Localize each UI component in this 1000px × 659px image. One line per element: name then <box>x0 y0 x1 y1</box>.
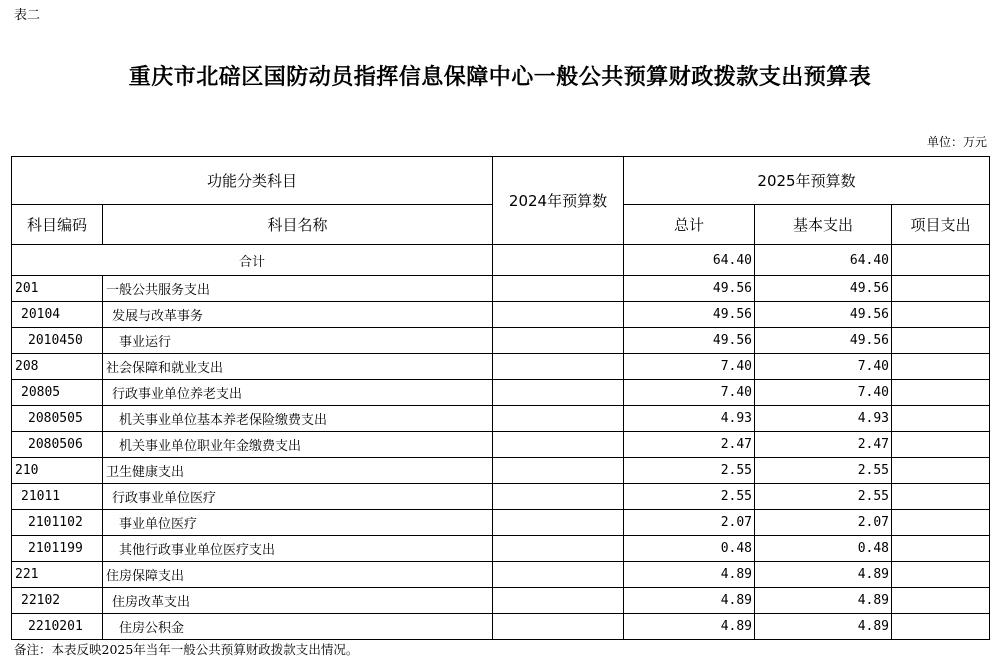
row-project-cell <box>892 484 990 510</box>
row-project-cell <box>892 562 990 588</box>
row-code-cell: 208 <box>12 354 103 380</box>
row-name-cell: 社会保障和就业支出 <box>103 354 493 380</box>
row-code-cell: 2080505 <box>12 406 103 432</box>
row-code-cell: 20104 <box>12 302 103 328</box>
row-name-cell: 住房公积金 <box>103 614 493 640</box>
row-2024-cell <box>493 458 624 484</box>
row-basic-cell: 2.55 <box>755 484 892 510</box>
row-basic-cell: 4.89 <box>755 562 892 588</box>
row-basic-cell: 49.56 <box>755 276 892 302</box>
row-2024-cell <box>493 562 624 588</box>
table-number-label: 表二 <box>14 8 41 23</box>
table-row <box>12 380 990 406</box>
row-name-cell: 其他行政事业单位医疗支出 <box>103 536 493 562</box>
row-basic-cell: 4.93 <box>755 406 892 432</box>
row-project-cell <box>892 406 990 432</box>
row-total-cell: 2.55 <box>624 484 755 510</box>
header-total: 总计 <box>624 205 755 245</box>
row-project-cell <box>892 302 990 328</box>
row-basic-cell: 4.89 <box>755 588 892 614</box>
table-row <box>12 510 990 536</box>
row-total-cell: 2.47 <box>624 432 755 458</box>
row-total-cell: 49.56 <box>624 302 755 328</box>
unit-label: 单位：万元 <box>926 135 987 149</box>
row-name-cell: 发展与改革事务 <box>103 302 493 328</box>
row-basic-cell: 0.48 <box>755 536 892 562</box>
row-name-cell: 行政事业单位医疗 <box>103 484 493 510</box>
row-project-cell <box>892 614 990 640</box>
total-2024-cell <box>493 245 624 276</box>
table-row <box>12 328 990 354</box>
row-2024-cell <box>493 614 624 640</box>
table-row <box>12 484 990 510</box>
header-budget-2024: 2024年预算数 <box>493 157 624 245</box>
budget-table <box>11 156 990 640</box>
row-total-cell: 49.56 <box>624 276 755 302</box>
row-total-cell: 2.07 <box>624 510 755 536</box>
row-name-cell: 住房保障支出 <box>103 562 493 588</box>
row-basic-cell: 4.89 <box>755 614 892 640</box>
row-basic-cell: 49.56 <box>755 302 892 328</box>
total-label: 合计 <box>12 245 493 276</box>
row-code-cell: 221 <box>12 562 103 588</box>
row-code-cell: 22102 <box>12 588 103 614</box>
header-code: 科目编码 <box>12 205 103 245</box>
row-2024-cell <box>493 328 624 354</box>
row-project-cell <box>892 328 990 354</box>
row-total-cell: 7.40 <box>624 354 755 380</box>
row-basic-cell: 2.07 <box>755 510 892 536</box>
table-row <box>12 614 990 640</box>
total-amount-cell: 64.40 <box>624 245 755 276</box>
table-row <box>12 458 990 484</box>
row-project-cell <box>892 380 990 406</box>
row-code-cell: 2101199 <box>12 536 103 562</box>
total-basic-cell: 64.40 <box>755 245 892 276</box>
row-code-cell: 2210201 <box>12 614 103 640</box>
row-code-cell: 21011 <box>12 484 103 510</box>
table-row <box>12 276 990 302</box>
row-code-cell: 2080506 <box>12 432 103 458</box>
row-total-cell: 4.93 <box>624 406 755 432</box>
table-row <box>12 354 990 380</box>
total-project-cell <box>892 245 990 276</box>
table-row <box>12 562 990 588</box>
header-basic: 基本支出 <box>755 205 892 245</box>
table-row <box>12 432 990 458</box>
row-name-cell: 行政事业单位养老支出 <box>103 380 493 406</box>
row-2024-cell <box>493 588 624 614</box>
row-2024-cell <box>493 406 624 432</box>
row-total-cell: 0.48 <box>624 536 755 562</box>
row-code-cell: 2010450 <box>12 328 103 354</box>
row-name-cell: 住房改革支出 <box>103 588 493 614</box>
row-total-cell: 4.89 <box>624 588 755 614</box>
row-2024-cell <box>493 484 624 510</box>
row-2024-cell <box>493 354 624 380</box>
row-code-cell: 2101102 <box>12 510 103 536</box>
row-project-cell <box>892 276 990 302</box>
row-basic-cell: 49.56 <box>755 328 892 354</box>
header-name: 科目名称 <box>103 205 493 245</box>
row-code-cell: 201 <box>12 276 103 302</box>
row-total-cell: 2.55 <box>624 458 755 484</box>
row-basic-cell: 2.47 <box>755 432 892 458</box>
row-total-cell: 49.56 <box>624 328 755 354</box>
row-project-cell <box>892 432 990 458</box>
header-project: 项目支出 <box>892 205 990 245</box>
header-budget-2025: 2025年预算数 <box>624 157 990 205</box>
row-code-cell: 20805 <box>12 380 103 406</box>
row-2024-cell <box>493 536 624 562</box>
row-2024-cell <box>493 510 624 536</box>
row-project-cell <box>892 354 990 380</box>
row-project-cell <box>892 510 990 536</box>
row-2024-cell <box>493 432 624 458</box>
row-code-cell: 210 <box>12 458 103 484</box>
row-name-cell: 机关事业单位基本养老保险缴费支出 <box>103 406 493 432</box>
table-row <box>12 588 990 614</box>
row-total-cell: 4.89 <box>624 614 755 640</box>
table-row <box>12 302 990 328</box>
row-project-cell <box>892 536 990 562</box>
row-name-cell: 事业单位医疗 <box>103 510 493 536</box>
row-2024-cell <box>493 380 624 406</box>
row-project-cell <box>892 588 990 614</box>
header-functional-category: 功能分类科目 <box>12 157 493 205</box>
row-basic-cell: 7.40 <box>755 380 892 406</box>
row-total-cell: 4.89 <box>624 562 755 588</box>
row-total-cell: 7.40 <box>624 380 755 406</box>
table-row <box>12 406 990 432</box>
page-title: 重庆市北碚区国防动员指挥信息保障中心一般公共预算财政拨款支出预算表 <box>128 64 872 90</box>
row-project-cell <box>892 458 990 484</box>
row-name-cell: 机关事业单位职业年金缴费支出 <box>103 432 493 458</box>
row-name-cell: 卫生健康支出 <box>103 458 493 484</box>
row-basic-cell: 7.40 <box>755 354 892 380</box>
table-row <box>12 536 990 562</box>
row-name-cell: 事业运行 <box>103 328 493 354</box>
footnote: 备注：本表反映2025年当年一般公共预算财政拨款支出情况。 <box>14 642 359 657</box>
row-2024-cell <box>493 302 624 328</box>
row-2024-cell <box>493 276 624 302</box>
row-basic-cell: 2.55 <box>755 458 892 484</box>
row-name-cell: 一般公共服务支出 <box>103 276 493 302</box>
total-row <box>12 245 990 276</box>
